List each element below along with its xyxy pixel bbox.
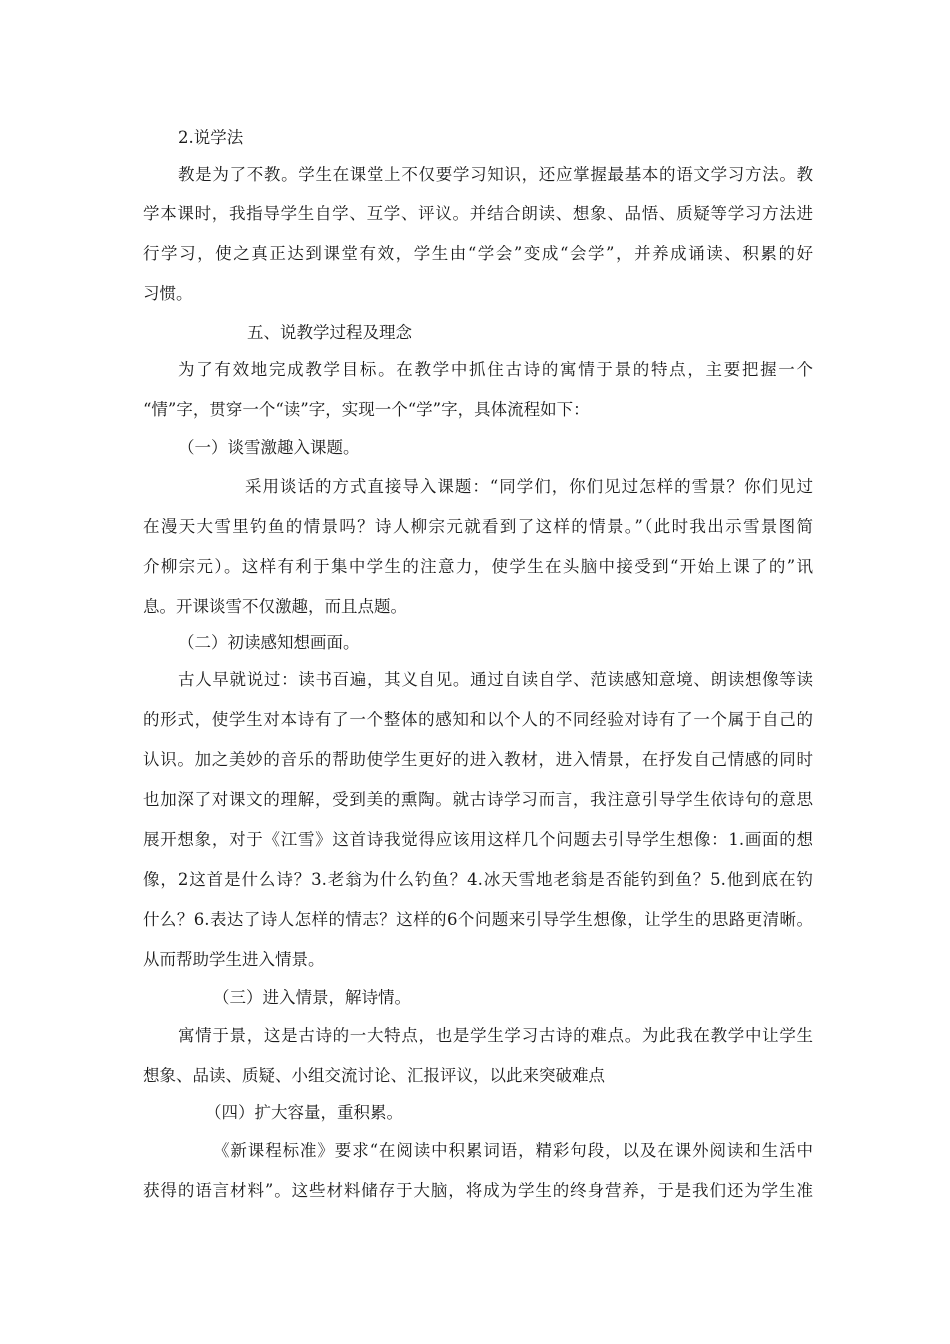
subheading-step-3: （三）进入情景，解诗情。 — [213, 988, 411, 1007]
section-heading-study-method: 2.说学法 — [178, 128, 244, 147]
paragraph-line: 古人早就说过：读书百遍，其义自见。通过自读自学、范读感知意境、朗读想像等读 — [178, 670, 813, 689]
paragraph-line: 展开想象，对于《江雪》这首诗我觉得应该用这样几个问题去引导学生想像：1.画面的想 — [143, 830, 813, 849]
paragraph-line: 像，2这首是什么诗？3.老翁为什么钓鱼？4.冰天雪地老翁是否能钓到鱼？5.他到底在钓 — [143, 870, 813, 889]
paragraph-line: 《新课程标准》要求“在阅读中积累词语，精彩句段，以及在课外阅读和生活中 — [213, 1141, 813, 1160]
subheading-step-2: （二）初读感知想画面。 — [178, 633, 360, 652]
paragraph-line: 为了有效地完成教学目标。在教学中抓住古诗的寓情于景的特点，主要把握一个 — [178, 360, 813, 379]
paragraph-line: 的形式，使学生对本诗有了一个整体的感知和以个人的不同经验对诗有了一个属于自己的 — [143, 710, 813, 729]
paragraph-line: 获得的语言材料”。这些材料储存于大脑，将成为学生的终身营养，于是我们还为学生准 — [143, 1181, 813, 1200]
paragraph-line: 什么？6.表达了诗人怎样的情志？这样的6个问题来引导学生想像，让学生的思路更清晰。 — [143, 910, 813, 929]
paragraph-line: 想象、品读、质疑、小组交流讨论、汇报评议，以此来突破难点 — [143, 1066, 605, 1085]
paragraph-line: 介柳宗元）。这样有利于集中学生的注意力，使学生在头脑中接受到“开始上课了的”讯 — [143, 557, 813, 576]
paragraph-line: 认识。加之美妙的音乐的帮助使学生更好的进入教材，进入情景，在抒发自己情感的同时 — [143, 750, 813, 769]
paragraph-line: 行学习，使之真正达到课堂有效，学生由“学会”变成“会学”，并养成诵读、积累的好 — [143, 244, 813, 263]
paragraph-line: 息。开课谈雪不仅激趣，而且点题。 — [143, 597, 407, 616]
subheading-step-4: （四）扩大容量，重积累。 — [205, 1103, 403, 1122]
paragraph-line: 采用谈话的方式直接导入课题：“同学们，你们见过怎样的雪景？你们见过 — [245, 477, 813, 496]
paragraph-line: “情”字，贯穿一个“读”字，实现一个“学”字，具体流程如下： — [143, 400, 590, 419]
paragraph-line: 习惯。 — [143, 284, 193, 303]
paragraph-line: 从而帮助学生进入情景。 — [143, 950, 325, 969]
section-heading-teaching-process: 五、说教学过程及理念 — [247, 323, 412, 342]
paragraph-line: 寓情于景，这是古诗的一大特点，也是学生学习古诗的难点。为此我在教学中让学生 — [178, 1026, 813, 1045]
paragraph-line: 在漫天大雪里钓鱼的情景吗？诗人柳宗元就看到了这样的情景。”（此时我出示雪景图简 — [143, 517, 813, 536]
paragraph-line: 教是为了不教。学生在课堂上不仅要学习知识，还应掌握最基本的语文学习方法。教 — [178, 165, 813, 184]
paragraph-line: 也加深了对课文的理解，受到美的熏陶。就古诗学习而言，我注意引导学生依诗句的意思 — [143, 790, 813, 809]
paragraph-line: 学本课时，我指导学生自学、互学、评议。并结合朗读、想象、品悟、质疑等学习方法进 — [143, 204, 813, 223]
subheading-step-1: （一）谈雪激趣入课题。 — [178, 438, 360, 457]
